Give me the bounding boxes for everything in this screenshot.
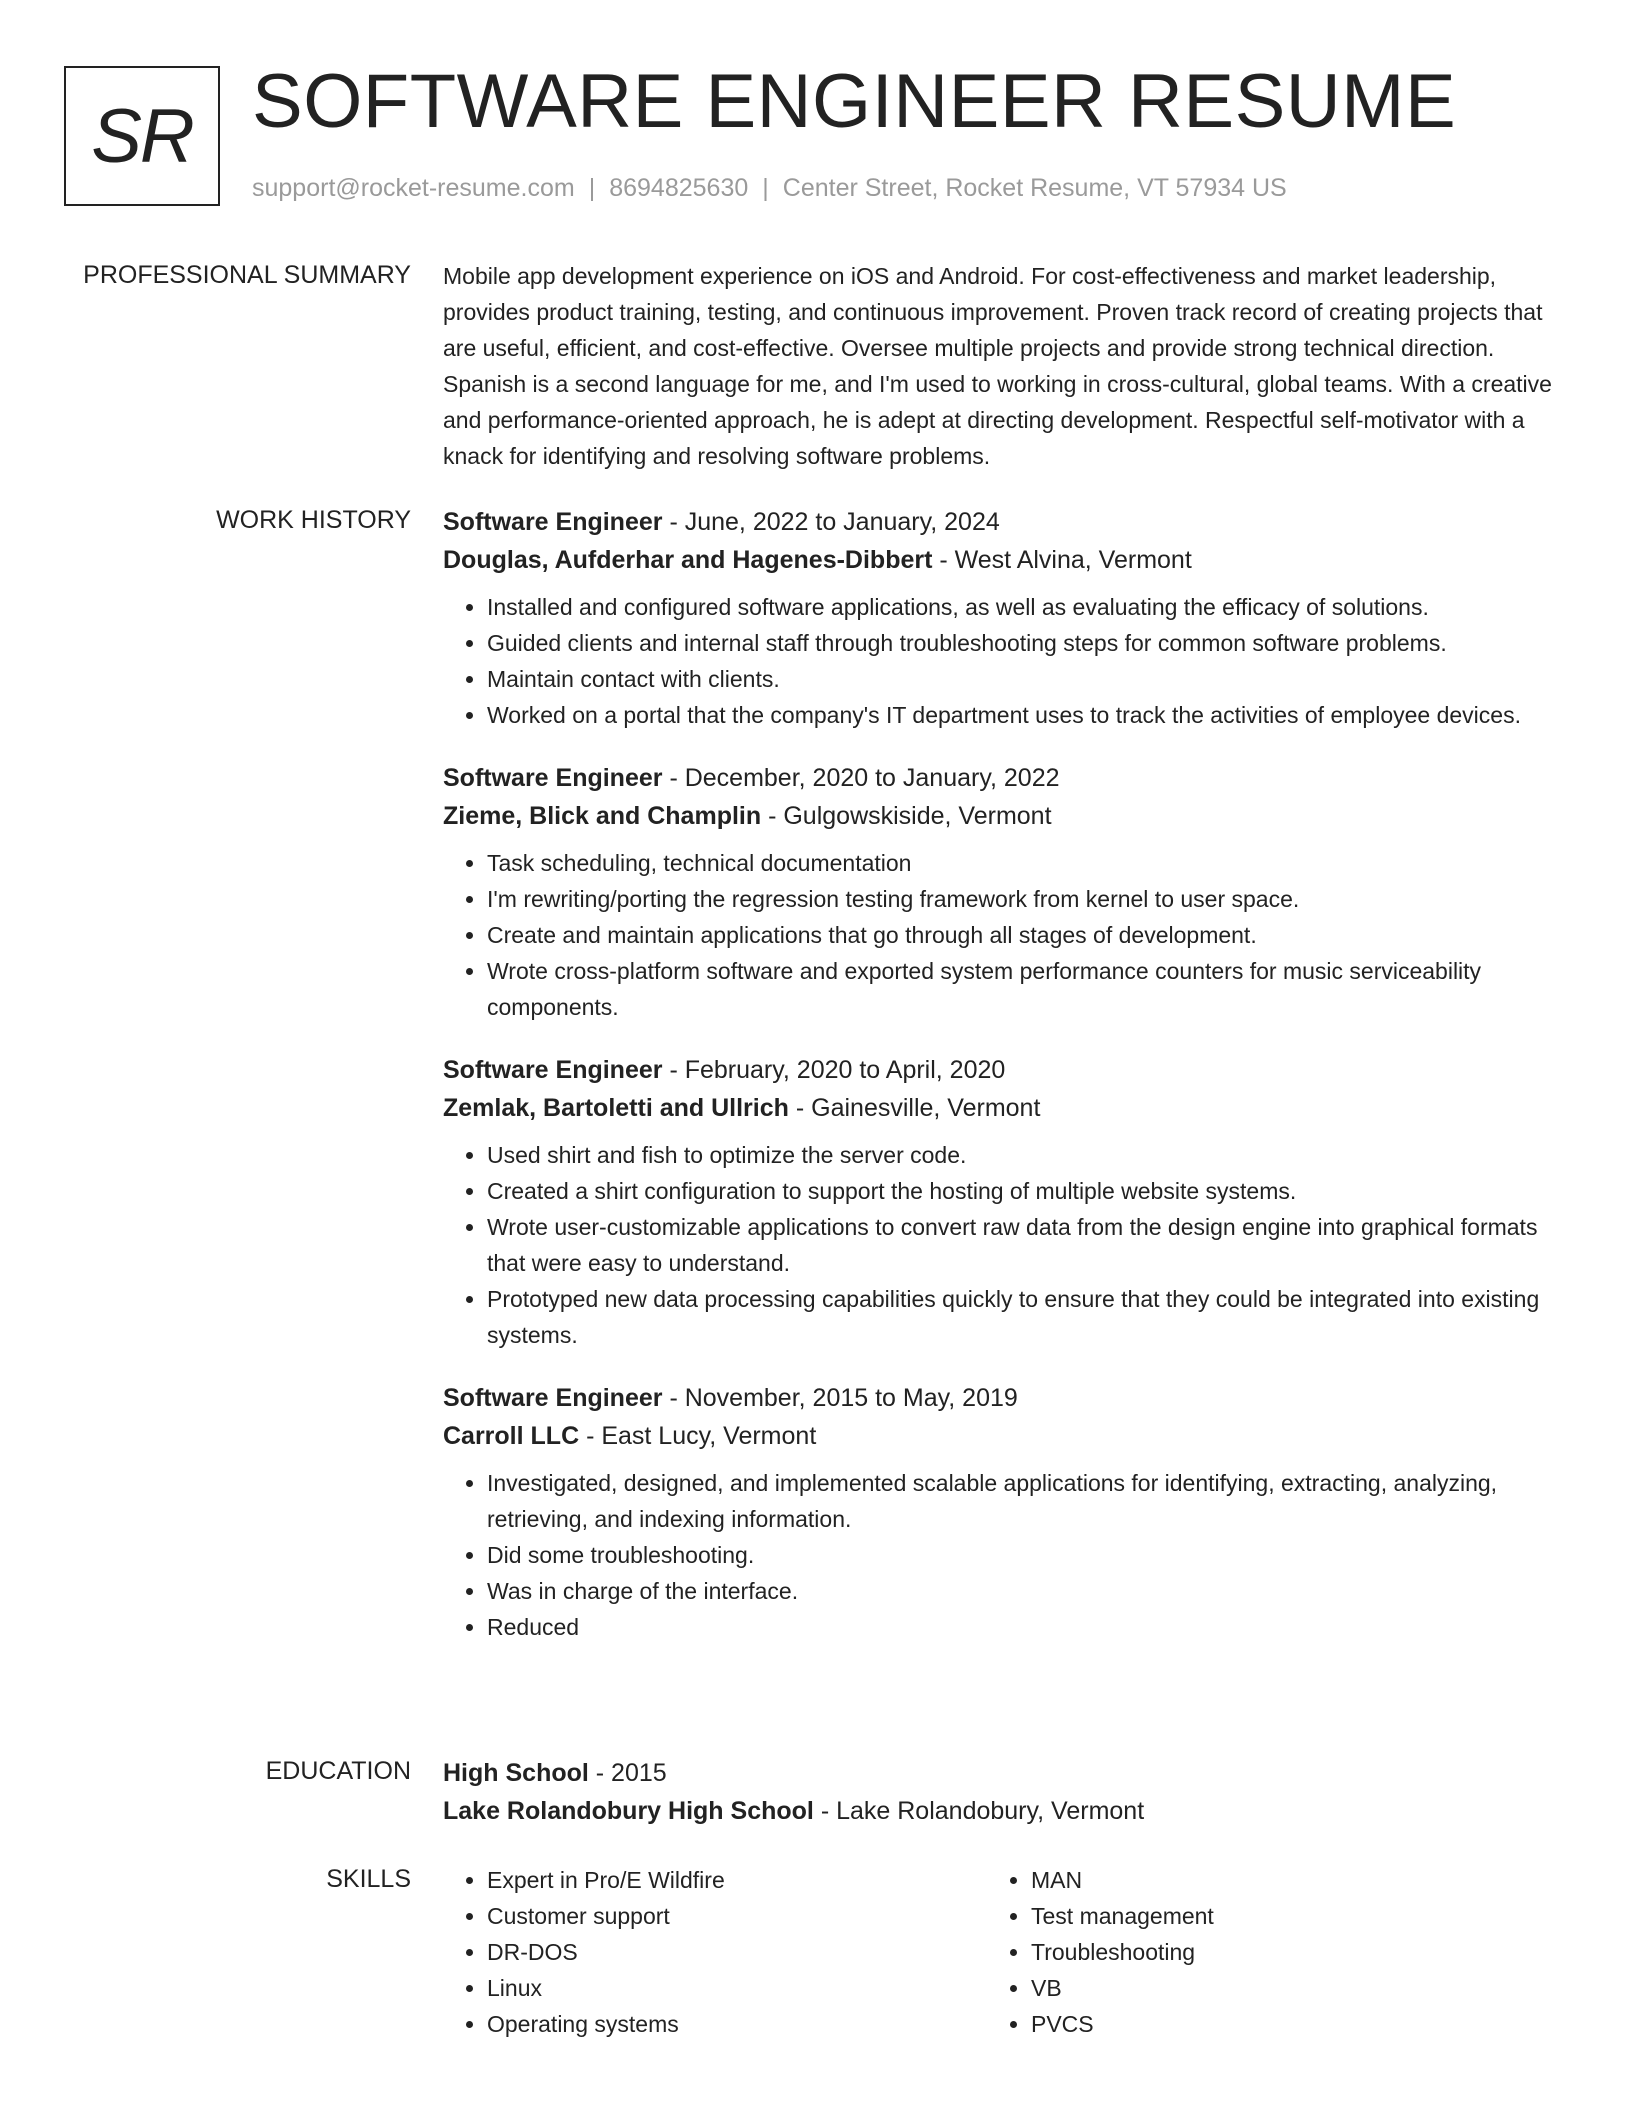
contact-email: support@rocket-resume.com [252, 174, 575, 202]
skill-item: • Linux [487, 1970, 987, 2006]
list-item: • Task scheduling, technical documentation [487, 845, 1573, 881]
job-location: - Gainesville, Vermont [788, 1094, 1041, 1122]
contact-separator: | [762, 174, 769, 202]
list-item: • Used shirt and fish to optimize the server code. [487, 1137, 1573, 1173]
summary-label: PROFESSIONAL SUMMARY [83, 261, 411, 289]
job-company: Zemlak, Bartoletti and Ullrich [443, 1094, 789, 1122]
skill-item: • PVCS [1031, 2006, 1531, 2042]
job-dates: - December, 2020 to January, 2022 [662, 764, 1060, 792]
job-role: Software Engineer [443, 764, 663, 792]
job-role-line [443, 759, 1573, 797]
education-label: EDUCATION [265, 1757, 411, 1785]
job-role: Software Engineer [443, 508, 663, 536]
list-item: • Wrote cross-platform software and exported system performance counters for music serviceability components. [487, 953, 1573, 1025]
contact-phone: 8694825630 [609, 174, 749, 202]
skills-list-left [443, 1862, 987, 2042]
job-bullets [443, 1137, 1573, 1353]
page-title: SOFTWARE ENGINEER RESUME [252, 59, 1457, 144]
job-company: Douglas, Aufderhar and Hagenes-Dibbert [443, 546, 933, 574]
job-location: - East Lucy, Vermont [579, 1422, 817, 1450]
job-role: Software Engineer [443, 1056, 663, 1084]
job-location: - Gulgowskiside, Vermont [761, 802, 1052, 830]
list-item: • Investigated, designed, and implemented scalable applications for identifying, extracting, analyzing, retrieving, and indexing information. [487, 1465, 1573, 1537]
skill-item: • Expert in Pro/E Wildfire [487, 1862, 987, 1898]
job-bullets [443, 845, 1573, 1025]
list-item: • Prototyped new data processing capabilities quickly to ensure that they could be integrated into existing systems. [487, 1281, 1573, 1353]
job-entry [443, 1379, 1573, 1645]
job-company-line [443, 1089, 1573, 1127]
skills-columns [443, 1862, 1573, 2042]
job-dates: - June, 2022 to January, 2024 [662, 508, 1000, 536]
education-degree: High School [443, 1759, 589, 1787]
education-school-line [443, 1792, 1573, 1830]
education-body [443, 1754, 1573, 1830]
summary-body [443, 258, 1573, 474]
list-item: • Create and maintain applications that go through all stages of development. [487, 917, 1573, 953]
contact-line [252, 174, 1287, 203]
list-item: • Worked on a portal that the company's IT department uses to track the activities of employee devices. [487, 697, 1573, 733]
skill-item: • Customer support [487, 1898, 987, 1934]
job-role-line [443, 1379, 1573, 1417]
job-entry [443, 1051, 1573, 1353]
work-history-body [443, 503, 1573, 1671]
list-item: • I'm rewriting/porting the regression testing framework from kernel to user space. [487, 881, 1573, 917]
job-company-line [443, 541, 1573, 579]
job-location: - West Alvina, Vermont [932, 546, 1192, 574]
job-dates: - February, 2020 to April, 2020 [662, 1056, 1006, 1084]
education-location: - Lake Rolandobury, Vermont [813, 1797, 1145, 1825]
job-role: Software Engineer [443, 1384, 663, 1412]
skills-label: SKILLS [326, 1865, 411, 1893]
job-dates: - November, 2015 to May, 2019 [662, 1384, 1018, 1412]
monogram-text: SR [91, 93, 193, 179]
education-year: - 2015 [588, 1759, 667, 1787]
list-item: • Reduced [487, 1609, 1573, 1645]
summary-text: Mobile app development experience on iOS and Android. For cost-effectiveness and market leadership, provides product training, testing, and continuous improvement. Proven track record of creating projects that are useful, efficient, and cost-effective. Oversee multiple projects and provide strong technical direction. Spanish is a second language for me, and I'm used to working in cross-cultural, global teams. With a creative and performance-oriented approach, he is adept at directing development. Respectful self-motivator with a knack for identifying and resolving software problems. [443, 263, 1552, 469]
list-item: • Maintain contact with clients. [487, 661, 1573, 697]
monogram-logo [64, 66, 220, 206]
work-history-label: WORK HISTORY [216, 506, 411, 534]
skill-item: • Test management [1031, 1898, 1531, 1934]
skill-item: • MAN [1031, 1862, 1531, 1898]
education-degree-line [443, 1754, 1573, 1792]
list-item: • Did some troubleshooting. [487, 1537, 1573, 1573]
contact-separator: | [588, 174, 596, 202]
skill-item: • Troubleshooting [1031, 1934, 1531, 1970]
list-item: • Created a shirt configuration to support the hosting of multiple website systems. [487, 1173, 1573, 1209]
job-company: Carroll LLC [443, 1422, 580, 1450]
list-item: • Was in charge of the interface. [487, 1573, 1573, 1609]
skills-body [443, 1862, 1573, 2042]
contact-address: Center Street, Rocket Resume, VT 57934 US [782, 174, 1287, 202]
job-company: Zieme, Blick and Champlin [443, 802, 762, 830]
job-entry [443, 759, 1573, 1025]
job-company-line [443, 1417, 1573, 1455]
job-company-line [443, 797, 1573, 835]
skill-item: • Operating systems [487, 2006, 987, 2042]
skill-item: • VB [1031, 1970, 1531, 2006]
job-entry [443, 503, 1573, 733]
job-bullets [443, 1465, 1573, 1645]
list-item: • Wrote user-customizable applications to convert raw data from the design engine into graphical formats that were easy to understand. [487, 1209, 1573, 1281]
skills-list-right [987, 1862, 1531, 2042]
list-item: • Installed and configured software applications, as well as evaluating the efficacy of solutions. [487, 589, 1573, 625]
education-school: Lake Rolandobury High School [443, 1797, 814, 1825]
job-role-line [443, 1051, 1573, 1089]
skill-item: • DR-DOS [487, 1934, 987, 1970]
list-item: • Guided clients and internal staff through troubleshooting steps for common software problems. [487, 625, 1573, 661]
job-role-line [443, 503, 1573, 541]
job-bullets [443, 589, 1573, 733]
